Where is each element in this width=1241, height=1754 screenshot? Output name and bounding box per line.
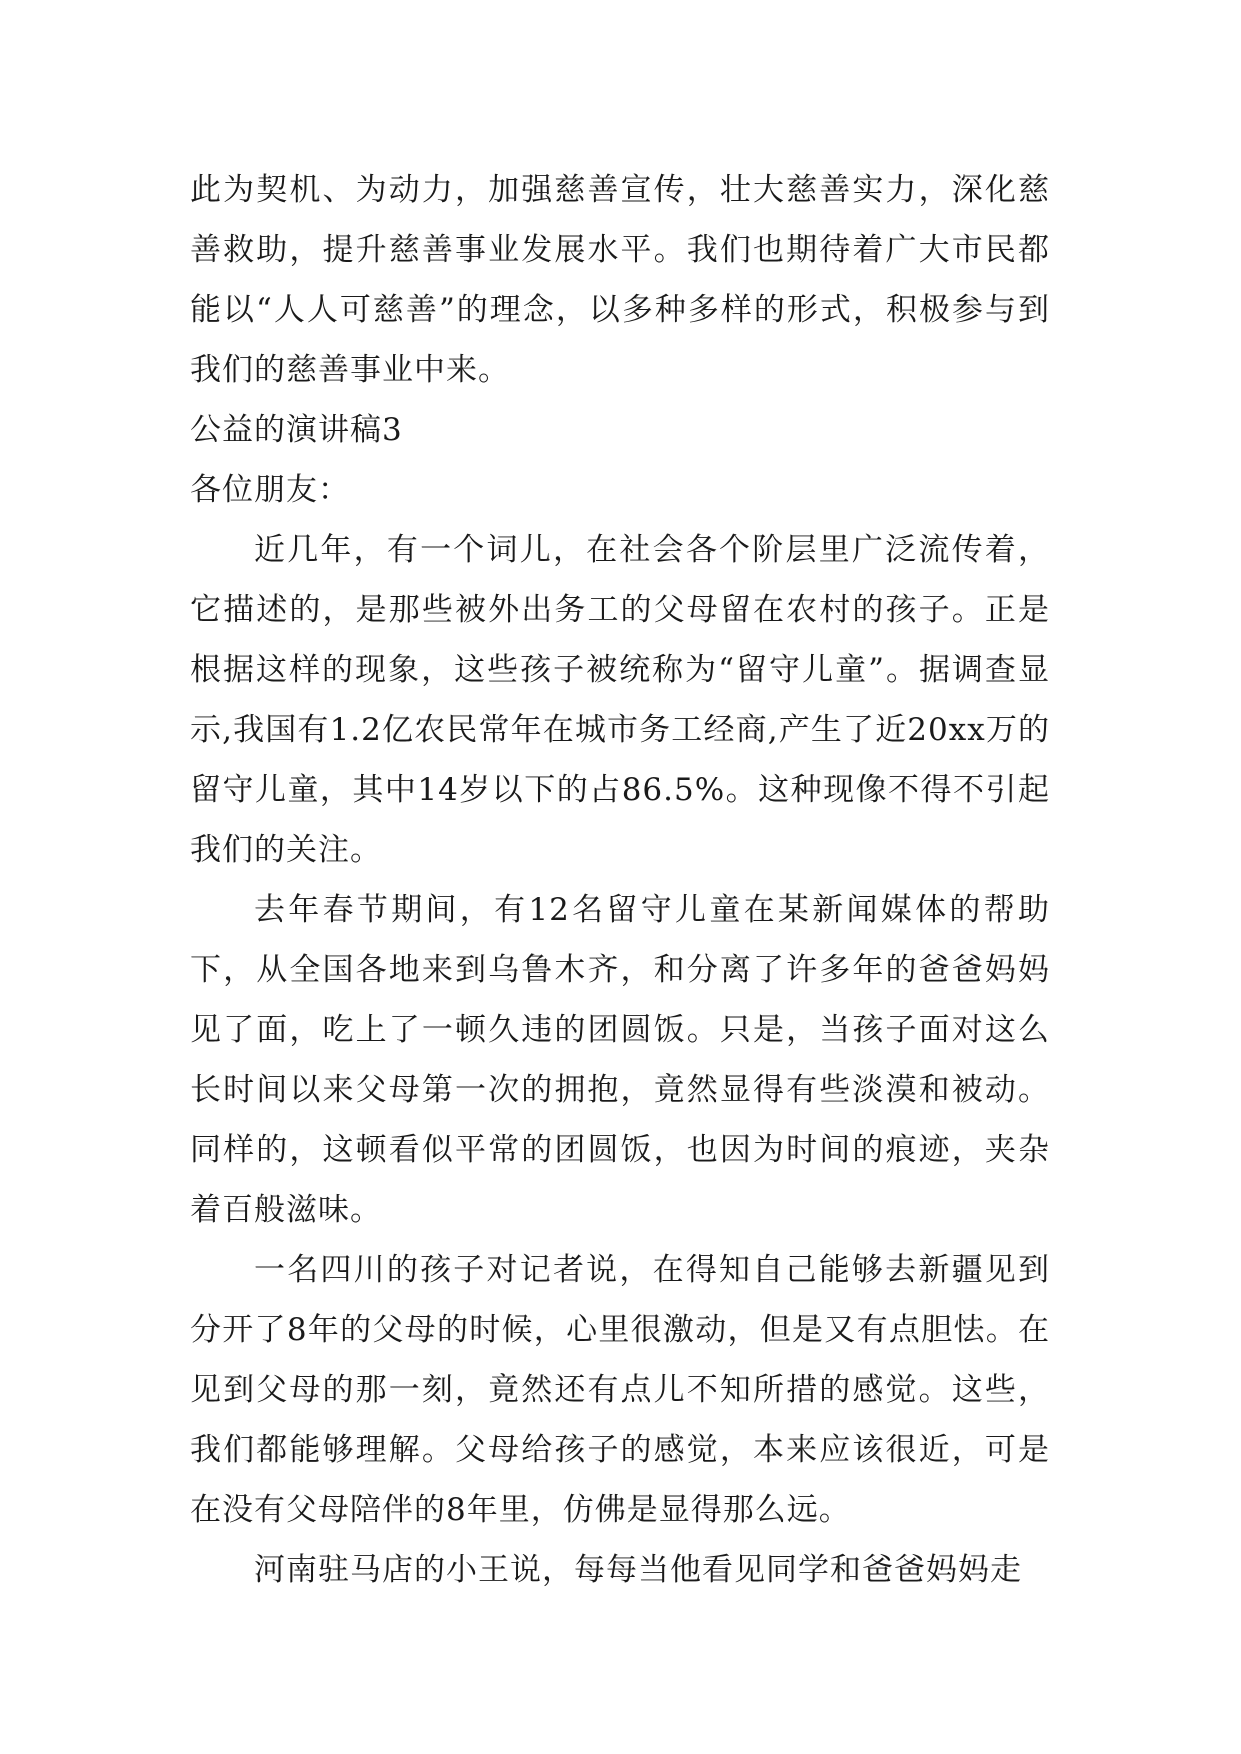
paragraph-continuation: 此为契机、为动力，加强慈善宣传，壮大慈善实力，深化慈善救助，提升慈善事业发展水平。我们也期待着广大市民都能以“人人可慈善”的理念，以多种多样的形式，积极参与到我们的慈善事业中来。	[190, 172, 1050, 388]
paragraph: 河南驻马店的小王说，每每当他看见同学和爸爸妈妈走	[254, 1552, 1022, 1588]
paragraph: 近几年，有一个词儿，在社会各个阶层里广泛流传着，它描述的，是那些被外出务工的父母留在农村的孩子。正是根据这样的现象，这些孩子被统称为“留守儿童”。据调查显示,我国有1.2亿农民常年在城市务工经商,产生了近20xx万的留守儿童，其中14岁以下的占86.5%。这种现像不得不引起我们的关注。	[190, 532, 1050, 868]
paragraph: 一名四川的孩子对记者说，在得知自己能够去新疆见到分开了8年的父母的时候，心里很激动，但是又有点胆怯。在见到父母的那一刻，竟然还有点儿不知所措的感觉。这些，我们都能够理解。父母给孩子的感觉，本来应该很近，可是在没有父母陪伴的8年里，仿佛是显得那么远。	[190, 1252, 1050, 1528]
paragraph: 去年春节期间，有12名留守儿童在某新闻媒体的帮助下，从全国各地来到乌鲁木齐，和分离了许多年的爸爸妈妈见了面，吃上了一顿久违的团圆饭。只是，当孩子面对这么长时间以来父母第一次的拥抱，竟然显得有些淡漠和被动。同样的，这顿看似平常的团圆饭，也因为时间的痕迹，夹杂着百般滋味。	[190, 892, 1050, 1228]
salutation: 各位朋友：	[190, 472, 350, 508]
document-body	[190, 160, 1050, 1600]
section-title: 公益的演讲稿3	[190, 412, 403, 448]
